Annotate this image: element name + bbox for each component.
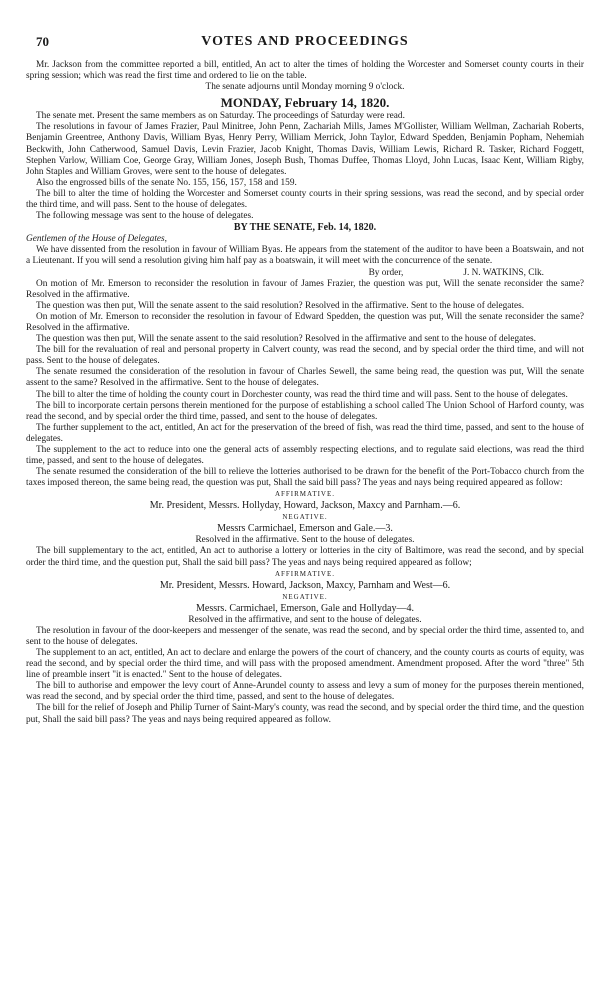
affirmative-label: AFFIRMATIVE. — [274, 569, 336, 578]
by-order-label: By order, — [368, 267, 404, 278]
affirmative-votes: Mr. President, Messrs. Hollyday, Howard, Jackson, Maxcy and Parnham.—6. — [149, 500, 461, 512]
paragraph: The supplement to the act to reduce into one the general acts of assembly respecting elections, and to regulate said elections, was read the third time, passed, and sent to the house of delegates. — [26, 445, 584, 467]
paragraph: Also the engrossed bills of the senate No. 155, 156, 157, 158 and 159. — [36, 177, 297, 188]
signer-name: J. N. WATKINS, Clk. — [463, 267, 544, 278]
message-salutation: Gentlemen of the House of Delegates, — [26, 234, 167, 245]
paragraph: The bill to authorise and empower the levy court of Anne-Arundel county to assess and levy a sum of money for the purposes therein mentioned, was read the second, and by special order the third time, passed, and sent to the house of delegates. — [26, 681, 584, 703]
paragraph: The bill for the relief of Joseph and Philip Turner of Saint-Mary's county, was read the second, and by special order the third time, and the question put, Shall the said bill pass? The yeas and nays being required appeared as follow. — [26, 703, 584, 725]
paragraph: The resolutions in favour of James Frazier, Paul Minitree, John Penn, Zachariah Mills, James M'Gollister, William Wellman, Zachariah Roberts, Benjamin Greentree, Anthony Davis, William Byas, Henry Perry, William Merrick, John Taylor, Edward Spedden, Benjamin Popham, Nehemiah Beckwith, John Catherwood, Samuel Davis, Levin Frazier, Jacob Knight, Thomas Davis, William Lewis, Richard R. Tasker, Richard Foggett, Stephen Varlow, William Coe, George Gray, William Jones, Joseph Bush, Thomas Duffee, Thomas Lloyd, John Lucas, Isaac Kent, William Rigby, John Staples and William Groves, were sent to the house of delegates. — [26, 122, 584, 177]
vote-result: Resolved in the affirmative, and sent to the house of delegates. — [188, 614, 422, 625]
paragraph: On motion of Mr. Emerson to reconsider the resolution in favour of James Frazier, the question was put, Will the senate reconsider the same? Resolved in the affirmative. — [26, 278, 584, 300]
paragraph: The question was then put, Will the senate assent to the said resolution? Resolved in the affirmative. Sent to the house of delegates. — [36, 300, 525, 311]
paragraph: The bill supplementary to the act, entitled, An act to authorise a lottery or lotteries in the city of Baltimore, was read the second, and by special order the third time, and the question put, Shall the said bill pass? The yeas and nays being required appeared as follow; — [26, 546, 584, 568]
paragraph: The senate resumed the consideration of the resolution in favour of Charles Sewell, the same being read, the question was put, Will the senate assent to the same? Resolved in the affirmative. Sent to the house of delegates. — [26, 367, 584, 389]
negative-label: NEGATIVE. — [282, 513, 328, 522]
affirmative-votes: Mr. President, Messrs. Howard, Jackson, Maxcy, Parnham and West—6. — [159, 579, 451, 591]
paragraph: Mr. Jackson from the committee reported a bill, entitled, An act to alter the times of holding the Worcester and Somerset county courts in their spring session; which was read the first time and ordered to lie on the table. — [26, 60, 584, 82]
paragraph: The bill to alter the time of holding the county court in Dorchester county, was read the third time and will pass. Sent to the house of delegates. — [36, 389, 568, 400]
paragraph: The bill to incorporate certain persons therein mentioned for the purpose of establishing a school called The Union School of Harford county, was read the second, and by special order the third time, passed, and sent to the house of delegates. — [26, 400, 584, 422]
paragraph: The senate met. Present the same members as on Saturday. The proceedings of Saturday were read. — [36, 111, 405, 122]
adjournment-line: The senate adjourns until Monday morning 9 o'clock. — [205, 82, 405, 93]
vote-result: Resolved in the affirmative. Sent to the house of delegates. — [195, 535, 415, 546]
running-title: VOTES AND PROCEEDINGS — [201, 34, 409, 49]
paragraph: The resolution in favour of the door-keepers and messenger of the senate, was read the second, and by special order the third time, assented to, and sent to the house of delegates. — [26, 625, 584, 647]
paragraph: The bill for the revaluation of real and personal property in Calvert county, was read the second, and by special order the third time, and will not pass. Sent to the house of delegates. — [26, 345, 584, 367]
page-number: 70 — [36, 34, 49, 49]
page-header — [26, 34, 584, 54]
negative-label: NEGATIVE. — [282, 592, 328, 601]
paragraph: On motion of Mr. Emerson to reconsider the resolution in favour of Edward Spedden, the question was put, Will the senate reconsider the same? Resolved in the affirmative. — [26, 311, 584, 333]
date-heading: MONDAY, February 14, 1820. — [220, 95, 390, 111]
message-heading: BY THE SENATE, Feb. 14, 1820. — [233, 222, 377, 234]
paragraph: The further supplement to the act, entitled, An act for the preservation of the breed of fish, was read the third time, passed, and sent to the house of delegates. — [26, 422, 584, 444]
negative-votes: Messrs Carmichael, Emerson and Gale.—3. — [217, 523, 393, 535]
message-signature — [26, 268, 584, 279]
paragraph: The senate resumed the consideration of the bill to relieve the lotteries authorised to be drawn for the benefit of the Port-Tobacco church from the taxes imposed thereon, the same being read, the question was put, Shall the said bill pass? The yeas and nays being required appeared as follow: — [26, 467, 584, 489]
paragraph: The bill to alter the time of holding the Worcester and Somerset county courts in their spring sessions, was read the second, and by special order the third time, and will pass. Sent to the house of delegates. — [26, 188, 584, 211]
paragraph: The supplement to an act, entitled, An act to declare and enlarge the powers of the court of chancery, and the county courts as courts of equity, was read the second, and by special order the third time, and will pass with the proposed amendment. Amendment proposed. After the word "three" 5th line of preamble insert "it is enacted." Sent to the house of delegates. — [26, 647, 584, 681]
paragraph: The following message was sent to the house of delegates. — [36, 211, 254, 222]
negative-votes: Messrs. Carmichael, Emerson, Gale and Hollyday—4. — [195, 602, 414, 614]
message-text: We have dissented from the resolution in favour of William Byas. He appears from the statement of the auditor to have been a Boatswain, and not a Lieutenant. If you will send a resolution giving him half pay as a boatswain, it will meet with the concurrence of the senate. — [26, 245, 584, 267]
affirmative-label: AFFIRMATIVE. — [274, 490, 336, 499]
paragraph: The question was then put, Will the senate assent to the said resolution? Resolved in the affirmative and sent to the house of delegates. — [36, 334, 536, 345]
